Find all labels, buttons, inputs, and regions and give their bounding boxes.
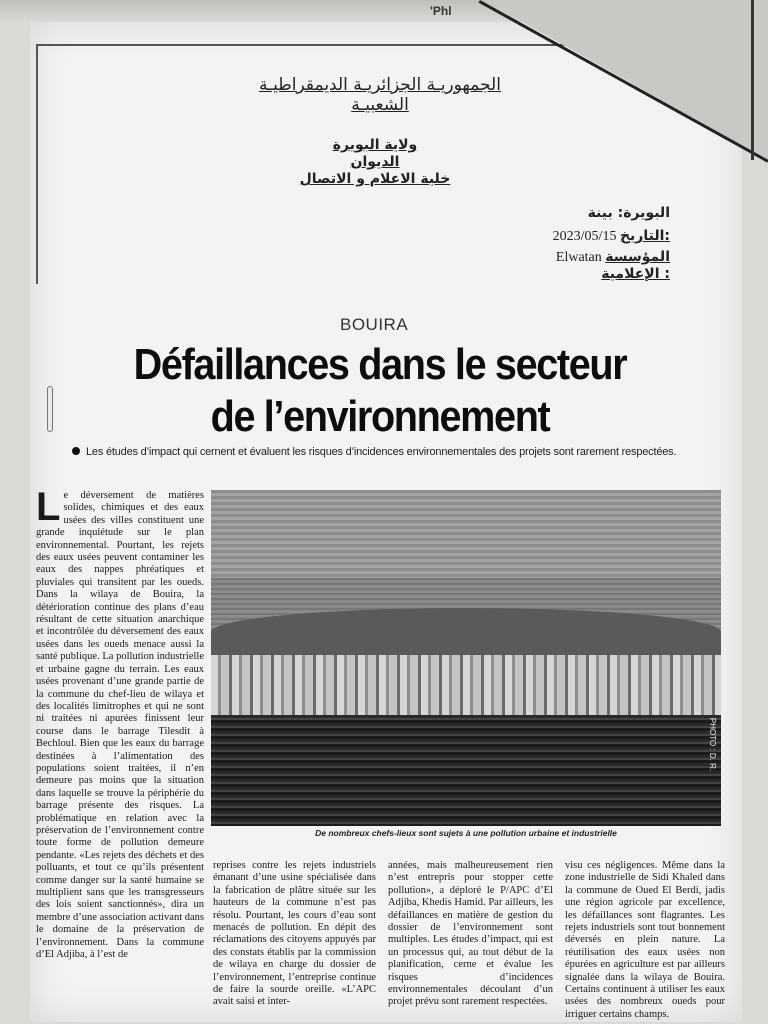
scan-smudge-text: 'Phl <box>430 4 452 18</box>
column-3-text: années, mais malheureusement rien n’est entrepris pour stopper cette pollution», a déploré le P/APC d’El Adjiba, Khedis Hamid. Par ailleurs, les défaillances en matière de gestion du dossier de l’environnement sont multiples. Les études d’impact, qui est un processus qui, au tout début de la planification, cerne et évalue les risques d’incidences environnementales découlant d’un projet prévu sont rarement respectées. <box>388 860 553 1008</box>
bullet-icon <box>72 447 80 455</box>
column-2-text: reprises contre les rejets industriels émanant d’une usine spécialisée dans la fabrication de plâtre située sur les hauteurs de la commune n’est pas résolu. Pourtant, les cours d’eau sont menacés de pollution. En dépit des réclamations des citoyens appuyés par des constats établis par la commission de wilaya en charge du dossier de l’environnement, l’entreprise continue de faire la sourde oreille. «L’APC avait saisi et inter- <box>213 860 376 1008</box>
meta-date-value: 2023/05/15 <box>552 229 617 244</box>
article-photo <box>211 490 721 826</box>
meta-outlet-value: Elwatan <box>555 250 602 265</box>
article-column-4 <box>565 860 725 1020</box>
article-lede <box>72 446 692 458</box>
meta-date-label: التاريخ: <box>619 228 670 244</box>
column-4-text: visu ces négligences. Même dans la zone industrielle de Sidi Khaled dans la commune de Oued El Berdi, jadis une région agricole par excellence, les défaillances sont flagrantes. Les rejets industriels sont tout bonnement déversés en plein nature. La réutilisation des eaux usées non épurées en agriculture est par ailleurs signalée dans la wilaya de Bouira. Certains continuent à utiliser les eaux usées des nombreux oueds pour irriguer certains champs. <box>565 860 725 1020</box>
article-kicker: BOUIRA <box>340 315 409 334</box>
photo-credit: PHOTO : D. R. <box>707 717 717 772</box>
republic-header: الجمهوريـة الجزائريـة الديمقراطيـة الشعبيـة <box>259 75 501 115</box>
article-column-2 <box>213 860 376 1020</box>
frame-left-line <box>36 44 38 284</box>
headline-line-2: de l’environnement <box>210 392 550 441</box>
lede-text: Les études d’impact qui cernent et évaluent les risques d’incidences environnementales des projets sont rarement respectées. <box>86 446 677 458</box>
photo-caption: De nombreux chefs-lieux sont sujets à une pollution urbaine et industrielle <box>315 828 617 838</box>
media-cell-name: خلية الاعلام و الاتصال <box>299 171 451 187</box>
meta-date <box>520 228 670 245</box>
meta-place: البويرة: بينة <box>587 205 670 221</box>
cabinet-name: الديوان <box>350 154 400 170</box>
column-1-text: e déversement de matières solides, chimiques et des eaux usées des villes constituent une grande inquiétude sur le plan environnemental. Pourtant, les rejets des eaux usées peuvent contaminer les eaux des nappes phréatiques et pluviales qui transitent par les oueds. Dans la wilaya de Bouira, la détérioration continue des plans d’eau résultant de cette situation anarchique et incontrôlée du déversement des eaux usées dans les oueds menace aussi la santé publique. La pollution industrielle et urbaine gagne du terrain. Les eaux usées provenant d’une grande partie de la commune du chef-lieu de wilaya et des localités limitrophes et qui ne sont ni traitées ni apurées finissent leur course dans le barrage Tilesdit à Bechloul. Bien que les eaux du barrage destinées à l’alimentation des populations soient traitées, il n’en demeure pas moins que la situation dans laquelle se trouve la périphérie du barrage présente des risques. La problématique en relation avec la préservation de l’environnement contre toute forme de pollution demeure pendante. «Les rejets des déchets et des polluants, et tout ce qu’ils présentent comme danger sur la santé humaine se multiplient sans que les transgresseurs des lois soient sanctionnés», dira un membre d’une association activant dans le domaine de la préservation de l’environnement. Dans la commune d’El Adjiba, à l’est de <box>36 490 204 961</box>
wilaya-name: ولاية البويرة <box>332 137 418 153</box>
meta-outlet <box>510 249 670 283</box>
article-column-1 <box>36 490 204 1022</box>
meta-outlet-label: المؤسسة الإعلامية : <box>601 249 670 282</box>
staple-mark <box>47 386 53 432</box>
headline-line-1: Défaillances dans le secteur <box>133 340 627 389</box>
article-column-3 <box>388 860 553 1020</box>
drop-cap: L <box>36 490 61 529</box>
